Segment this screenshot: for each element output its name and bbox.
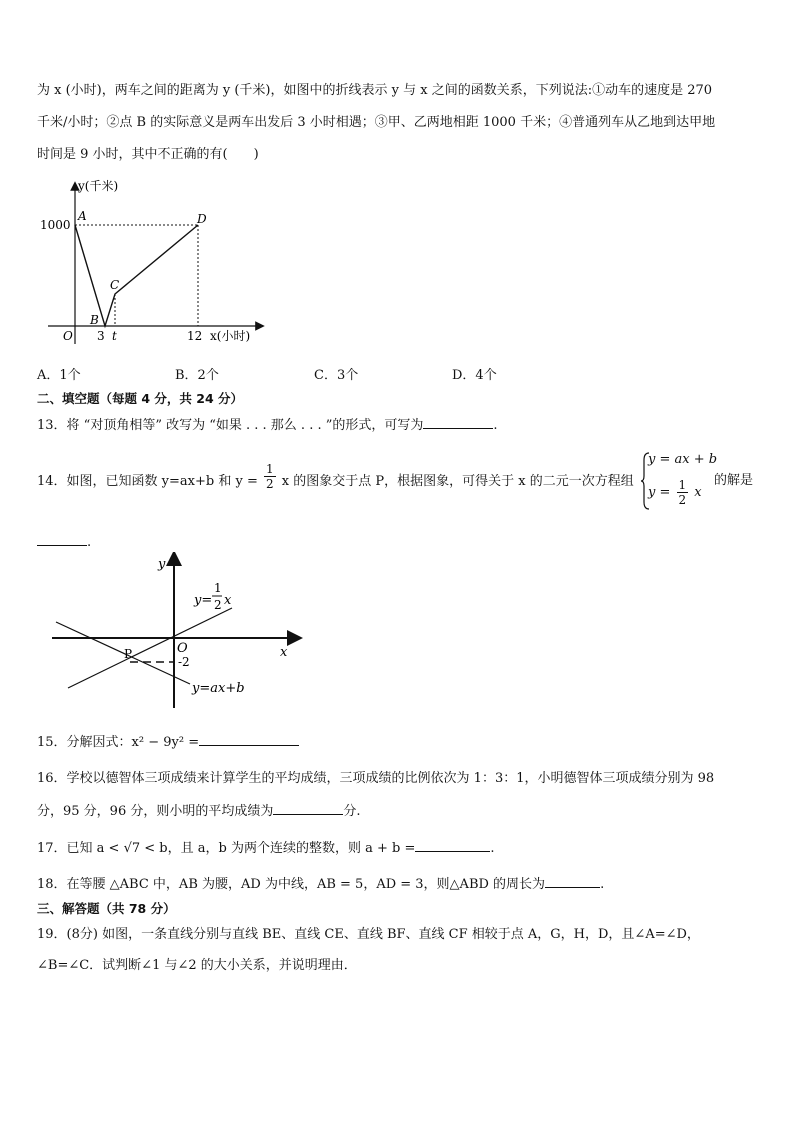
problem14-answer-blank[interactable] xyxy=(37,532,87,546)
problem18 xyxy=(37,874,604,894)
x-tick-12: 12 xyxy=(187,329,203,343)
problem16-answer-blank[interactable] xyxy=(273,801,343,815)
linear-functions-graph xyxy=(50,552,310,712)
label-half-x-num: 1 xyxy=(214,581,222,595)
option-B[interactable]: B．2个 xyxy=(175,368,219,383)
x-tick-t: t xyxy=(112,329,117,343)
x-axis-label: x xyxy=(280,645,288,660)
problem14-text-b: x 的图象交于点 P，根据图象，可得关于 x 的二元一次方程组 xyxy=(281,474,634,489)
problem15-text: 15．分解因式：x² − 9y² = xyxy=(37,735,200,750)
distance-time-graph xyxy=(30,172,270,352)
problem13 xyxy=(37,415,498,435)
label-half-x-suffix: x xyxy=(224,593,232,608)
system-eq2-fraction xyxy=(677,478,689,507)
label-half-x xyxy=(193,593,212,608)
problem18-answer-blank[interactable] xyxy=(545,874,600,888)
problem16-tail: 分. xyxy=(343,804,361,819)
problem14-frac-num: 1 xyxy=(265,462,274,476)
y-axis-label: y(千米) xyxy=(78,179,119,193)
problem14-text-c: 的解是 xyxy=(714,473,754,488)
system-eq1: y = ax + b xyxy=(648,452,718,467)
problem14-line xyxy=(37,462,634,491)
section3-heading: 三、解答题（共 78 分） xyxy=(37,901,176,916)
problem14-tail: . xyxy=(87,535,92,550)
point-P-label: P xyxy=(124,647,133,661)
problem17-tail: . xyxy=(490,841,495,856)
origin-label: O xyxy=(177,641,188,656)
point-D-label: D xyxy=(197,212,207,226)
problem18-text: 18．在等腰 △ABC 中，AB 为腰，AD 为中线，AB = 5，AD = 3，则△ABD 的周长为 xyxy=(37,877,546,892)
problem14-frac-den: 2 xyxy=(265,477,274,491)
option-A[interactable]: A．1个 xyxy=(37,368,81,383)
x-tick-3: 3 xyxy=(97,329,105,343)
problem13-tail: . xyxy=(493,418,498,433)
problem15-answer-blank[interactable] xyxy=(199,732,299,746)
problem12-line3: 时间是 9 小时，其中不正确的有( ) xyxy=(37,147,259,162)
point-C-label: C xyxy=(110,278,120,292)
x-axis-label: x(小时) xyxy=(210,329,251,343)
problem12-line2: 千米/小时；②点 B 的实际意义是两车出发后 3 小时相遇；③甲、乙两地相距 1000 千米；④普通列车从乙地到达甲地 xyxy=(37,115,716,130)
problem16-text: 分，95 分，96 分，则小明的平均成绩为 xyxy=(37,804,274,819)
line-half-x xyxy=(68,608,232,688)
problem13-answer-blank[interactable] xyxy=(423,415,493,429)
problem17-text: 17．已知 a < √7 < b，且 a，b 为两个连续的整数，则 a + b = xyxy=(37,841,416,856)
option-C[interactable]: C．3个 xyxy=(314,368,359,383)
polyline-ABCD xyxy=(75,225,198,326)
problem15 xyxy=(37,732,299,752)
origin-label: O xyxy=(63,329,73,343)
label-half-x-prefix: y= xyxy=(194,593,213,608)
problem17 xyxy=(37,838,494,858)
problem14-text-a: 14．如图，已知函数 y=ax+b 和 y = xyxy=(37,474,258,489)
problem19-line1: 19．(8分) 如图，一条直线分别与直线 BE、直线 CE、直线 BF、直线 CF 相较于点 A，G，H，D，且∠A=∠D， xyxy=(37,927,700,942)
label-ax-b: y=ax+b xyxy=(192,681,245,696)
problem16-line2 xyxy=(37,801,361,821)
section2-heading: 二、填空题（每题 4 分，共 24 分） xyxy=(37,391,244,406)
system-eq2-frac-den: 2 xyxy=(678,493,687,507)
problem16-line1: 16．学校以德智体三项成绩来计算学生的平均成绩，三项成绩的比例依次为 1：3：1，小明德智体三项成绩分别为 98 xyxy=(37,771,715,786)
label-half-x-den: 2 xyxy=(214,598,222,612)
problem14-answer xyxy=(37,532,91,552)
problem19-line2: ∠B=∠C．试判断∠1 与∠2 的大小关系，并说明理由． xyxy=(37,958,357,973)
problem18-tail: . xyxy=(600,877,605,892)
y-tick-1000: 1000 xyxy=(40,218,71,232)
system-eq2-frac-num: 1 xyxy=(678,478,687,492)
problem12-line1: 为 x (小时)，两车之间的距离为 y (千米)，如图中的折线表示 y 与 x 之间的函数关系，下列说法:①动车的速度是 270 xyxy=(37,83,713,98)
problem13-text: 13．将 “对顶角相等” 改写为 “如果 . . . 那么 . . . ”的形式，可写为 xyxy=(37,418,424,433)
problem17-answer-blank[interactable] xyxy=(415,838,490,852)
point-B-label: B xyxy=(90,313,99,327)
tick-minus2: -2 xyxy=(178,655,190,669)
system-eq2-suffix: x xyxy=(694,485,702,500)
system-eq2 xyxy=(648,478,702,507)
y-axis-label: y xyxy=(158,557,166,572)
problem14-fraction xyxy=(264,462,276,491)
point-A-label: A xyxy=(78,209,87,223)
system-eq2-prefix: y = xyxy=(648,485,671,500)
line-ax-b xyxy=(56,622,190,684)
option-D[interactable]: D．4个 xyxy=(452,368,497,383)
